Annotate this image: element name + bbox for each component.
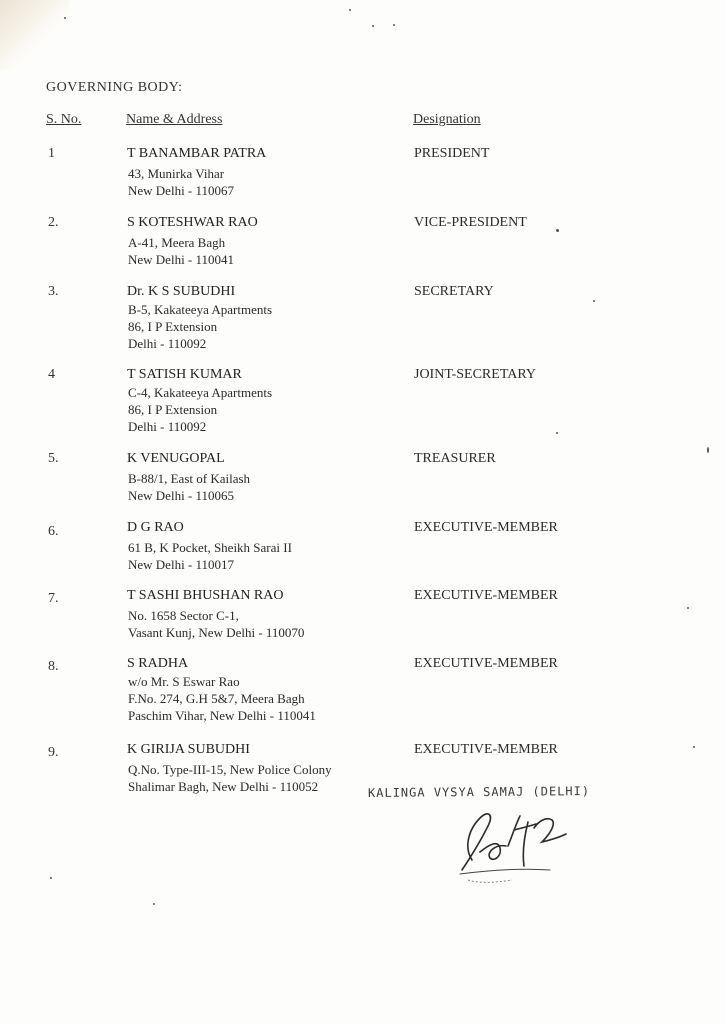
member-address-line: B-5, Kakateeya Apartments: [128, 302, 273, 317]
column-header-name: Name & Address: [126, 112, 223, 127]
section-heading: GOVERNING BODY:: [46, 80, 183, 95]
scan-speck: [693, 746, 695, 748]
member-address-line: 43, Munirka Vihar: [128, 166, 225, 181]
member-sno: 7.: [48, 591, 59, 606]
member-name: K GIRIJA SUBUDHI: [127, 742, 250, 757]
member-designation: EXECUTIVE-MEMBER: [414, 588, 558, 603]
member-designation: EXECUTIVE-MEMBER: [414, 656, 558, 671]
member-address-line: New Delhi - 110067: [128, 183, 235, 198]
scan-speck: [64, 17, 66, 19]
column-header-sno: S. No.: [46, 112, 82, 127]
handwritten-signature: [450, 800, 580, 890]
member-sno: 8.: [48, 659, 59, 674]
scan-speck: [707, 447, 709, 453]
member-address-line: C-4, Kakateeya Apartments: [128, 385, 273, 400]
member-sno: 5.: [48, 451, 59, 466]
organization-stamp: KALINGA VYSYA SAMAJ (DELHI): [367, 784, 591, 800]
member-address-line: F.No. 274, G.H 5&7, Meera Bagh: [128, 691, 305, 706]
member-name: T SASHI BHUSHAN RAO: [127, 588, 284, 603]
member-address-line: Delhi - 110092: [128, 419, 207, 434]
member-address-line: New Delhi - 110017: [128, 557, 235, 572]
member-name: S RADHA: [127, 656, 189, 671]
paper-fold: [0, 0, 70, 70]
member-address-line: No. 1658 Sector C-1,: [128, 608, 239, 623]
member-sno: 4: [48, 367, 55, 382]
scan-speck: [556, 432, 558, 434]
member-sno: 6.: [48, 524, 59, 539]
member-designation: TREASURER: [414, 451, 496, 466]
member-sno: 1: [48, 146, 55, 161]
member-address-line: Shalimar Bagh, New Delhi - 110052: [128, 779, 319, 794]
member-designation: EXECUTIVE-MEMBER: [414, 742, 558, 757]
scan-speck: [556, 229, 559, 232]
scan-speck: [393, 24, 395, 26]
member-name: T SATISH KUMAR: [127, 367, 242, 382]
member-designation: PRESIDENT: [414, 146, 490, 161]
member-address-line: w/o Mr. S Eswar Rao: [128, 674, 240, 689]
member-address-line: 86, I P Extension: [128, 319, 218, 334]
member-name: S KOTESHWAR RAO: [127, 215, 258, 230]
scan-speck: [349, 9, 351, 11]
member-address-line: Paschim Vihar, New Delhi - 110041: [128, 708, 316, 723]
member-sno: 9.: [48, 745, 59, 760]
member-sno: 2.: [48, 215, 59, 230]
scan-speck: [153, 903, 155, 905]
member-address-line: 61 B, K Pocket, Sheikh Sarai II: [128, 540, 292, 555]
member-address-line: New Delhi - 110065: [128, 488, 235, 503]
scan-speck: [372, 25, 374, 27]
member-name: K VENUGOPAL: [127, 451, 225, 466]
member-name: D G RAO: [127, 520, 184, 535]
member-address-line: Delhi - 110092: [128, 336, 207, 351]
member-address-line: Q.No. Type-III-15, New Police Colony: [128, 762, 332, 777]
member-name: T BANAMBAR PATRA: [127, 146, 267, 161]
scan-speck: [50, 877, 52, 879]
column-header-designation: Designation: [413, 112, 481, 127]
member-address-line: Vasant Kunj, New Delhi - 110070: [128, 625, 305, 640]
member-address-line: New Delhi - 110041: [128, 252, 235, 267]
scan-speck: [687, 607, 689, 609]
scan-speck: [593, 300, 595, 302]
member-address-line: B-88/1, East of Kailash: [128, 471, 251, 486]
member-designation: EXECUTIVE-MEMBER: [414, 520, 558, 535]
member-address-line: A-41, Meera Bagh: [128, 235, 226, 250]
member-designation: JOINT-SECRETARY: [414, 367, 537, 382]
member-name: Dr. K S SUBUDHI: [127, 284, 236, 299]
member-designation: VICE-PRESIDENT: [414, 215, 527, 230]
member-address-line: 86, I P Extension: [128, 402, 218, 417]
member-sno: 3.: [48, 284, 59, 299]
member-designation: SECRETARY: [414, 284, 494, 299]
